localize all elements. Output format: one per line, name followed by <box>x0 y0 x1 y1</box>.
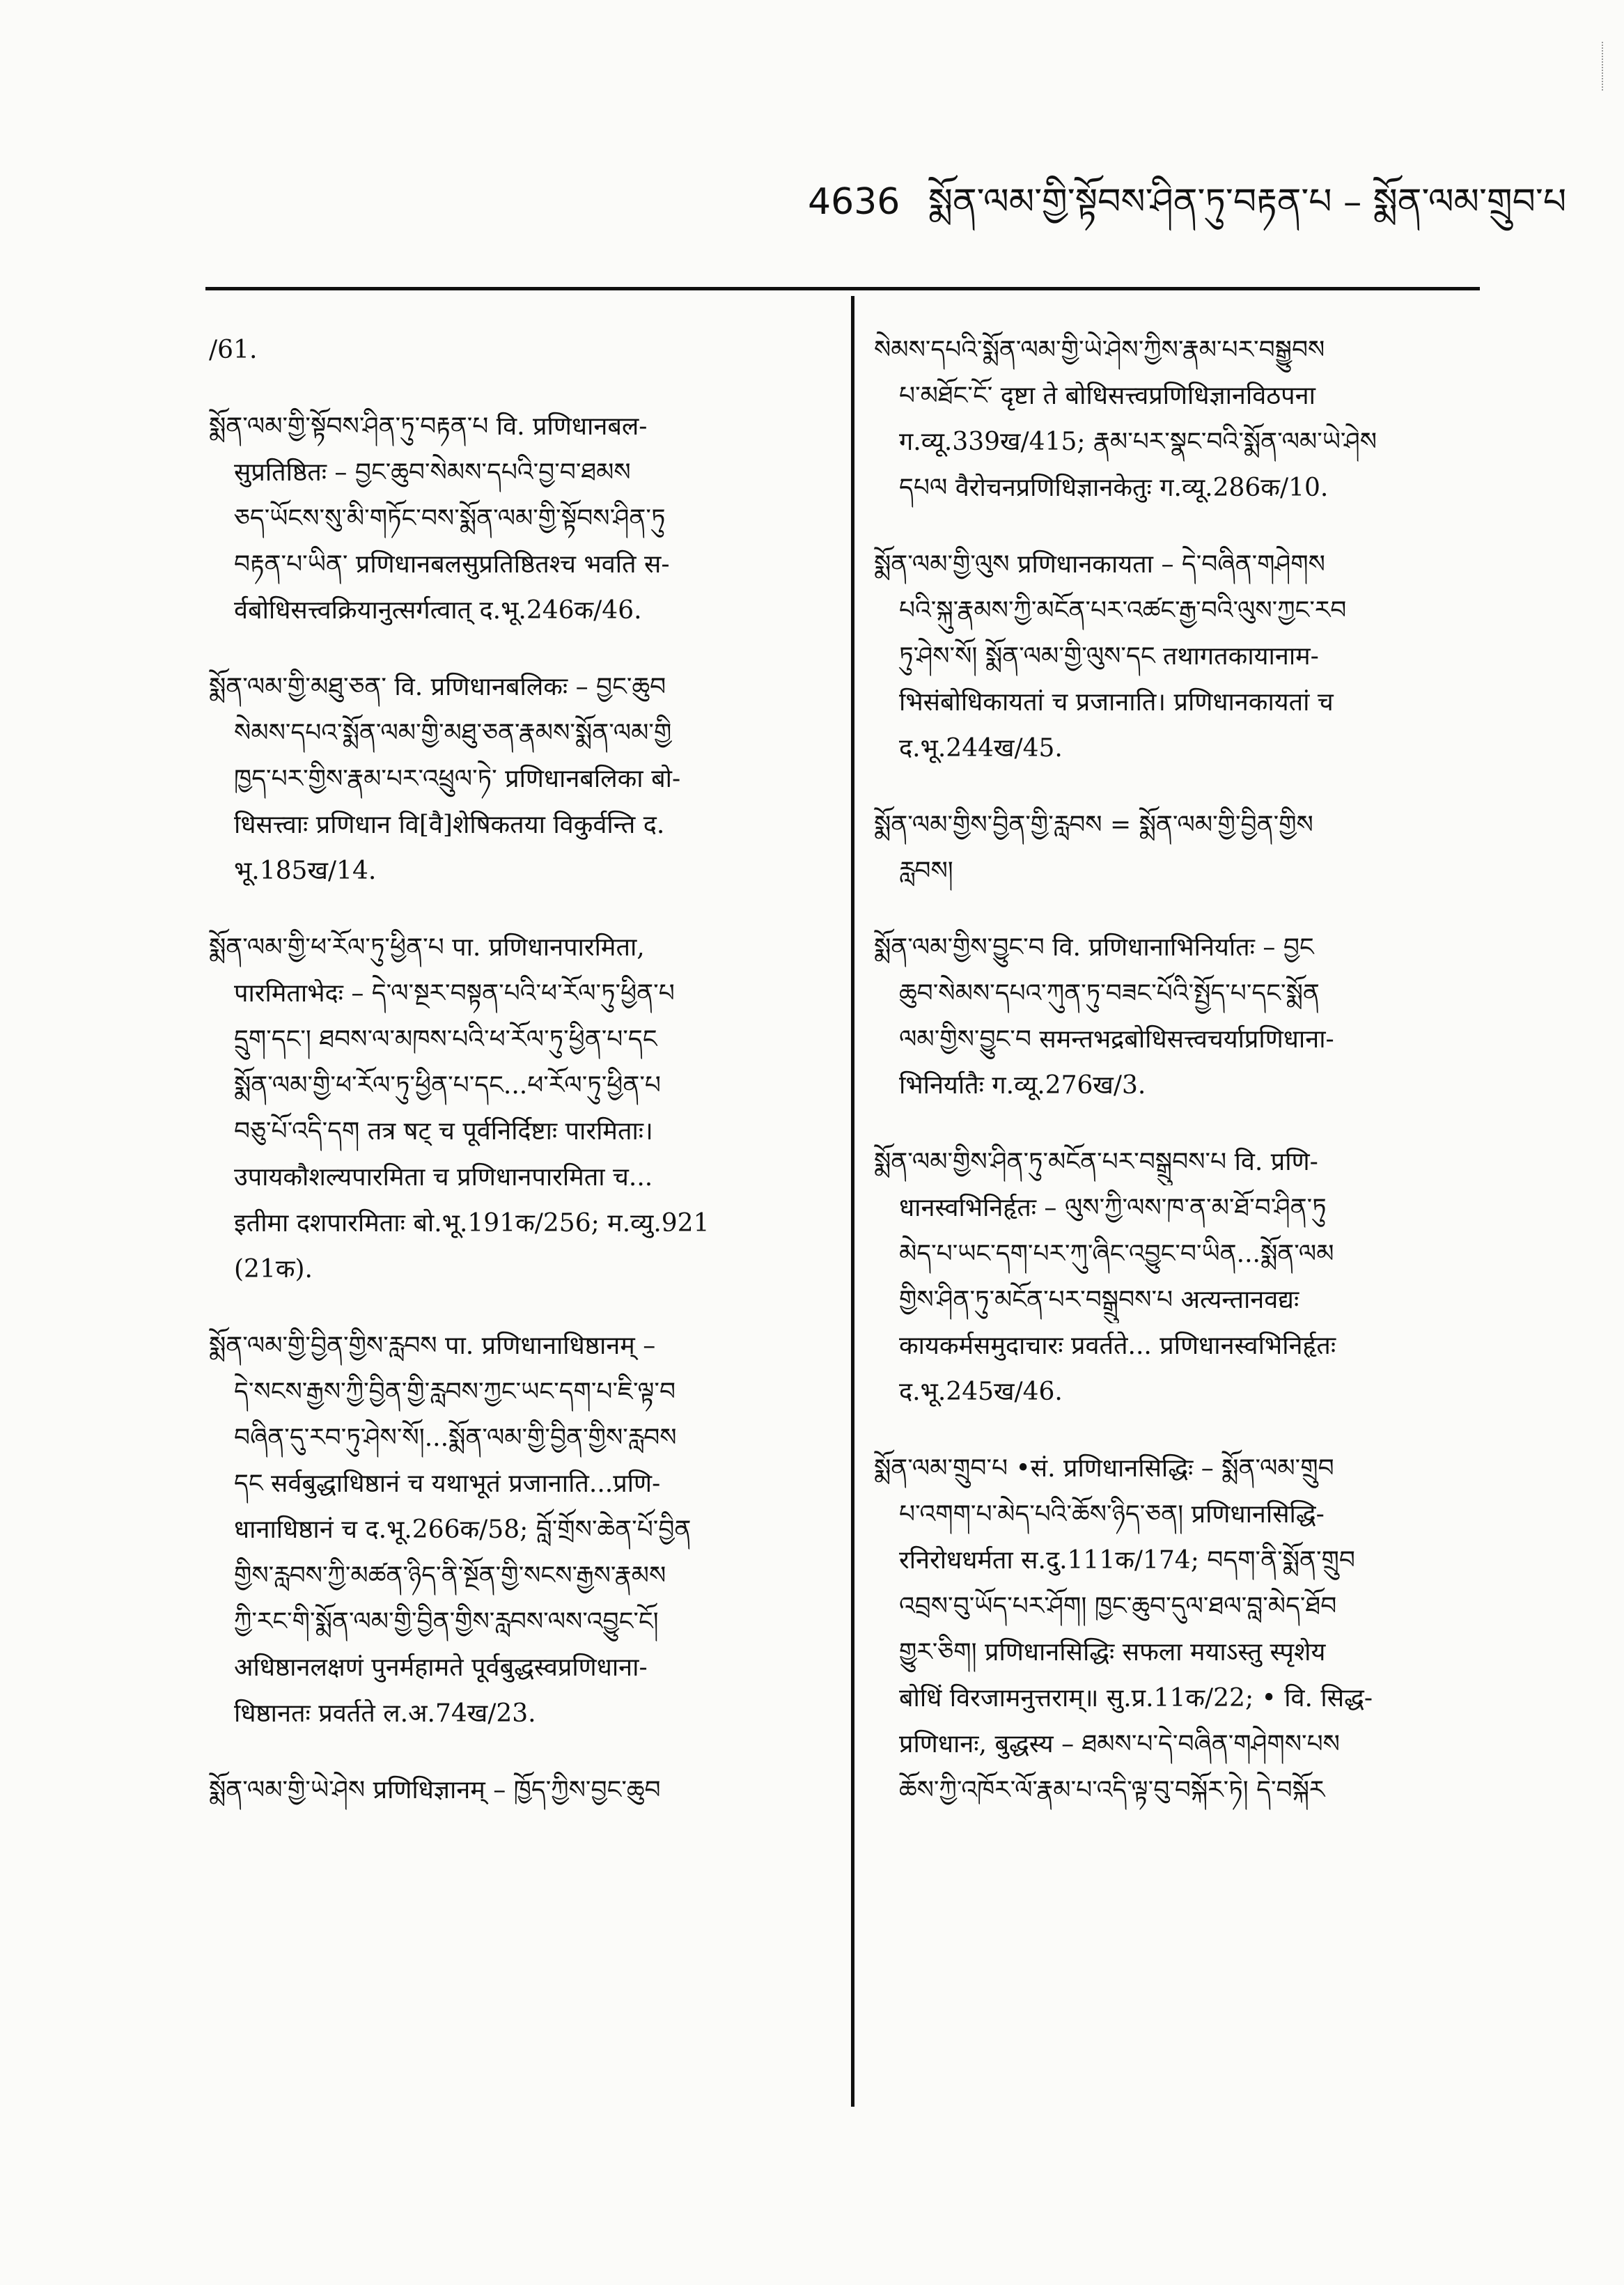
entry-text-line: भू.185ख/14. <box>234 857 377 885</box>
entry-text-line: བཞིན་དུ་རབ་ཏུ་ཤེས་སོ།...སྨོན་ལམ་གྱི་བྱིན་གྱིས་རླབས <box>234 1424 677 1452</box>
header-rule <box>205 287 1480 290</box>
header-title: སྨོན་ལམ་གྱི་སྟོབས་ཤིན་ཏུ་བརྟན་པ – སྨོན་ལམ་གྲུབ་པ <box>928 181 1567 223</box>
page-header <box>808 178 1567 226</box>
entry-headword-line: /61. <box>209 336 258 364</box>
dictionary-entry <box>874 802 1504 894</box>
entry-text-line: धानस्वभिनिर्हृतः – ལུས་ཀྱི་ལས་ཁ་ན་མ་ཐོ་བ་ཤིན་ཏུ <box>899 1194 1327 1222</box>
entry-text-line: འབྲས་བུ་ཡོད་པར་ཤོག། ཁྱང་ཆུབ་དུལ་ཐལ་བླ་མེད་ཐོབ <box>899 1592 1337 1621</box>
entry-text-line: (21क). <box>234 1255 313 1284</box>
entry-text-line: གྱིས་ཤིན་ཏུ་མངོན་པར་བསྒྲུབས་པ अत्यन्तानवद्यः <box>899 1286 1299 1314</box>
dictionary-entry <box>209 404 839 634</box>
entry-text-line: कायकर्मसमुदाचारः प्रवर्तते... प्रणिधानस्वभिनिर्हृतः <box>899 1332 1336 1360</box>
dictionary-entry <box>209 1323 839 1737</box>
entry-text-line: པ་མཐོང་ངོ་ दृष्टा ते बोधिसत्त्वप्रणिधिज्ञानविठपना <box>899 382 1315 410</box>
dictionary-entry <box>874 1139 1504 1415</box>
entry-headword-line: སྨོན་ལམ་གྲུབ་པ •सं. प्रणिधानसिद्धिः – སྨོན་ལམ་གྲུབ <box>874 1454 1334 1483</box>
entry-text-line: སེམས་དཔའ་སྨོན་ལམ་གྱི་མཐུ་ཅན་རྣམས་སྨོན་ལམ་གྱི <box>234 719 672 747</box>
entry-text-line: སྨོན་ལམ་གྱི་ཕ་རོལ་ཏུ་ཕྱིན་པ་དང...ཕ་རོལ་ཏུ་ཕྱིན་པ <box>234 1071 661 1100</box>
entry-headword-line: སྨོན་ལམ་གྱི་བྱིན་གྱིས་རླབས पा. प्रणिधानाधिष्ठानम् – <box>209 1332 656 1360</box>
entry-text-line: भिनिर्यातैः ग.व्यू.276ख/3. <box>899 1071 1146 1100</box>
entry-text-line: དྲུག་དང་། ཐབས་ལ་མཁས་པའི་ཕ་རོལ་ཏུ་ཕྱིན་པ་དང <box>234 1025 657 1054</box>
entry-text-line: པའི་སྐུ་རྣམས་ཀྱི་མངོན་པར་འཚང་རྒྱ་བའི་ལུས་ཀྱང་རབ <box>899 596 1347 625</box>
entry-headword-line: སྨོན་ལམ་གྱིས་བྱིན་གྱི་རླབས = སྨོན་ལམ་གྱི་བྱིན་གྱིས <box>874 811 1313 839</box>
entry-text-line: द.भू.244ख/45. <box>899 734 1063 763</box>
entry-text-line: ཁྱད་པར་གྱིས་རྣམ་པར་འཕྲུལ་ཏེ་ प्रणिधानबलिका बो- <box>234 765 681 793</box>
dictionary-entry <box>874 327 1504 511</box>
entry-text-line: रनिरोधधर्मता स.दु.111क/174; བདག་ནི་སྨོན་གྲུབ <box>899 1546 1355 1575</box>
entry-text-line: དེ་སངས་རྒྱས་ཀྱི་བྱིན་གྱི་རླབས་ཀྱང་ཡང་དག་པ་ཇི་ལྟ་བ <box>234 1378 676 1406</box>
dictionary-entry <box>874 1446 1504 1814</box>
entry-text-line: ཆོས་ཀྱི་འཁོར་ལོ་རྣམ་པ་འདི་ལྟ་བུ་བསྐོར་ཏེ། དེ་བསྐོར <box>899 1776 1325 1804</box>
entry-text-line: अधिष्ठानलक्षणं पुनर्महामते पूर्वबुद्धस्वप्रणिधाना- <box>234 1653 648 1682</box>
entry-text-line: བཅུ་པོ་འདི་དག तत्र षट् च पूर्वनिर्दिष्टाः पारमिताः। <box>234 1117 653 1146</box>
dictionary-entry <box>209 925 839 1293</box>
entry-text-line: པ་འགག་པ་མེད་པའི་ཆོས་ཉིད་ཅན། प्रणिधानसिद्धि- <box>899 1500 1325 1529</box>
entry-text-line: पारमिताभेदः – དེ་ལ་སྔར་བསྟན་པའི་ཕ་རོལ་ཏུ་ཕྱིན་པ <box>234 979 675 1008</box>
left-column <box>209 327 839 1844</box>
entry-text-line: ཀྱི་རང་གི་སྨོན་ལམ་གྱི་བྱིན་གྱིས་རླབས་ལས་འབྱུང་ངོ། <box>234 1607 659 1636</box>
entry-headword-line: སྨོན་ལམ་གྱིས་ཤིན་ཏུ་མངོན་པར་བསྒྲུབས་པ वि. प्रणि- <box>874 1148 1318 1176</box>
dictionary-entry <box>209 664 839 894</box>
entry-text-line: མེད་པ་ཡང་དག་པར་ཀུ་ཞིང་འབྱུང་བ་ཡིན...སྨོན་ལམ <box>899 1240 1334 1268</box>
right-column <box>874 327 1504 1844</box>
entry-text-line: प्रणिधानः, बुद्धस्य – ཐམས་པ་དེ་བཞིན་གཤེགས་པས <box>899 1730 1340 1758</box>
column-divider <box>851 296 854 2107</box>
entry-text-line: इतीमा दशपारमिताः बो.भू.191क/256; म.व्यु.921 <box>234 1209 710 1238</box>
entry-text-line: भिसंबोधिकायतां च प्रजानाति। प्रणिधानकायतां च <box>899 688 1334 717</box>
entry-text-line: ལམ་གྱིས་བྱུང་བ समन्तभद्रबोधिसत्त्वचर्याप्रणिधाना- <box>899 1025 1334 1054</box>
entry-text-line: ཏུ་ཤེས་སོ། སྨོན་ལམ་གྱི་ལུས་དང तथागतकायानाम- <box>899 642 1319 671</box>
entry-headword-line: སྨོན་ལམ་གྱི་སྟོབས་ཤིན་ཏུ་བརྟན་པ वि. प्रणिधानबल- <box>209 412 648 441</box>
entry-text-line: बोधिं विरजामनुत्तराम्॥ सु.प्र.11क/22; • वि. सिद्ध- <box>899 1684 1373 1713</box>
entry-headword-line: སྨོན་ལམ་གྱིས་བྱུང་བ वि. प्रणिधानाभिनिर्यातः – བྱང <box>874 933 1314 962</box>
entry-text-line: ཅད་ཡོངས་སུ་མི་གཏོང་བས་སྨོན་ལམ་གྱི་སྟོབས་ཤིན་ཏུ <box>234 504 666 533</box>
entry-text-line: དང सर्वबुद्धाधिष्ठानं च यथाभूतं प्रजानाति...प्रणि- <box>234 1469 661 1498</box>
entry-text-line: धानाधिष्ठानं च द.भू.266क/58; བློ་གྲོས་ཆེན་པོ་བྱིན <box>234 1515 692 1544</box>
entry-headword-line: སེམས་དཔའི་སྨོན་ལམ་གྱི་ཡེ་ཤེས་ཀྱིས་རྣམ་པར་བསྒྱུབས <box>874 336 1325 364</box>
entry-text-line: གྱུར་ཅིག། प्रणिधानसिद्धिः सफला मयाऽस्तु स्पृशेय <box>899 1638 1326 1667</box>
entry-text-line: བརྟན་པ་ཡིན་ प्रणिधानबलसुप्रतिष्ठितश्च भवति स- <box>234 550 670 579</box>
scan-artifact <box>1602 42 1610 91</box>
entry-text-line: सुप्रतिष्ठितः – བྱང་ཆུབ་སེམས་དཔའི་བྱ་བ་ཐམས <box>234 458 631 487</box>
entry-text-line: ग.व्यू.339ख/415; རྣམ་པར་སྣང་བའི་སྨོན་ལམ་ཡེ་ཤེས <box>899 428 1377 456</box>
dictionary-entry <box>874 542 1504 772</box>
entry-text-line: རླབས། <box>899 857 953 885</box>
entry-headword-line: སྨོན་ལམ་གྱི་ཡེ་ཤེས प्रणिधिज्ञानम् – ཁྱོད་ཀྱིས་བྱང་ཆུབ <box>209 1776 661 1804</box>
entry-text-line: उपायकौशल्यपारमिता च प्रणिधानपारमिता च... <box>234 1163 653 1192</box>
entry-text-line: དཔལ वैरोचनप्रणिधिज्ञानकेतुः ग.व्यू.286क/10. <box>899 474 1329 502</box>
page-number: 4636 <box>808 181 900 223</box>
entry-text-line: धिसत्त्वाः प्रणिधान वि[वै]शेषिकतया विकुर्वन्ति द. <box>234 811 665 839</box>
entry-text-line: द.भू.245ख/46. <box>899 1378 1063 1406</box>
entry-text-line: र्वबोधिसत्त्वक्रियानुत्सर्गत्वात् द.भू.246क/46. <box>234 596 642 625</box>
dictionary-entry <box>209 327 839 373</box>
entry-headword-line: སྨོན་ལམ་གྱི་ཕ་རོལ་ཏུ་ཕྱིན་པ पा. प्रणिधानपारमिता, <box>209 933 645 962</box>
entry-text-line: धिष्ठानतः प्रवर्तते ल.अ.74ख/23. <box>234 1699 536 1728</box>
entry-text-line: གྱིས་རླབས་ཀྱི་མཚན་ཉིད་ནི་སྔོན་གྱི་སངས་རྒྱས་རྣམས <box>234 1561 666 1590</box>
dictionary-entry <box>209 1768 839 1814</box>
dictionary-entry <box>874 925 1504 1109</box>
entry-headword-line: སྨོན་ལམ་གྱི་མཐུ་ཅན་ वि. प्रणिधानबलिकः – བྱང་ཆུབ <box>209 673 666 701</box>
entry-headword-line: སྨོན་ལམ་གྱི་ལུས प्रणिधानकायता – དེ་བཞིན་གཤེགས <box>874 550 1325 579</box>
entry-text-line: ཆུབ་སེམས་དཔའ་ཀུན་ཏུ་བཟང་པོའི་སྤྱོད་པ་དང་སྨོན <box>899 979 1320 1008</box>
